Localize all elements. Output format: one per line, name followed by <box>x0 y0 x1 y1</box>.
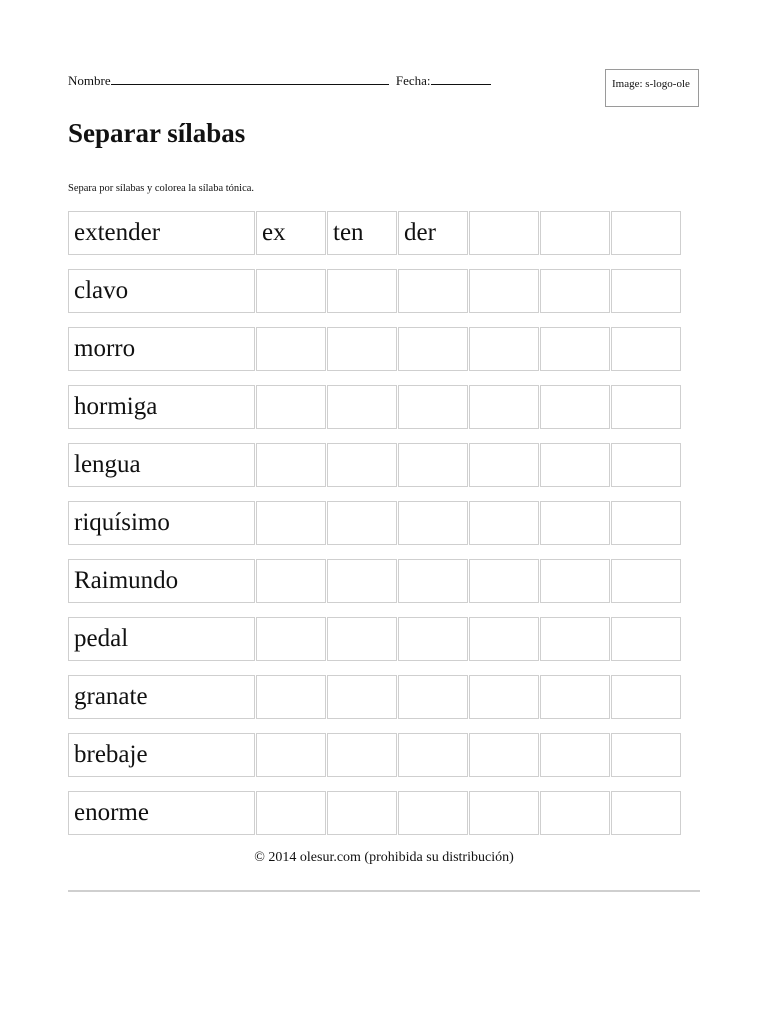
table-row <box>68 733 681 777</box>
header-fields <box>68 70 491 89</box>
word-cell: granate <box>68 675 255 719</box>
syllable-cell[interactable] <box>327 501 397 545</box>
table-row <box>68 443 681 487</box>
logo-placeholder <box>605 69 699 107</box>
syllable-cell[interactable] <box>611 443 681 487</box>
syllable-cell[interactable] <box>611 385 681 429</box>
table-row <box>68 617 681 661</box>
syllable-cell[interactable] <box>611 675 681 719</box>
table-row <box>68 211 681 255</box>
page-title: Separar sílabas <box>68 118 246 148</box>
name-label: Nombre <box>68 73 111 88</box>
word-cell: brebaje <box>68 733 255 777</box>
syllable-cell[interactable] <box>540 617 610 661</box>
syllable-cell[interactable]: ex <box>256 211 326 255</box>
syllable-cell[interactable] <box>327 385 397 429</box>
syllable-cell[interactable] <box>611 211 681 255</box>
syllable-cell[interactable] <box>256 385 326 429</box>
syllable-cell[interactable] <box>611 501 681 545</box>
word-cell: clavo <box>68 269 255 313</box>
copyright-text: © 2014 olesur.com (prohibida su distribución) <box>254 850 514 865</box>
syllable-cell[interactable] <box>398 443 468 487</box>
syllable-cell[interactable] <box>540 327 610 371</box>
syllable-cell[interactable] <box>540 733 610 777</box>
syllable-cell[interactable] <box>469 617 539 661</box>
syllable-cell[interactable] <box>327 559 397 603</box>
syllable-cell[interactable] <box>540 269 610 313</box>
syllable-cell[interactable] <box>327 733 397 777</box>
syllable-cell[interactable] <box>469 211 539 255</box>
date-label: Fecha: <box>395 73 431 88</box>
syllable-cell[interactable] <box>256 559 326 603</box>
word-cell: riquísimo <box>68 501 255 545</box>
syllable-cell[interactable] <box>469 443 539 487</box>
syllable-cell[interactable] <box>540 559 610 603</box>
syllable-cell[interactable] <box>398 559 468 603</box>
syllable-cell[interactable] <box>469 791 539 835</box>
syllable-cell[interactable] <box>540 211 610 255</box>
date-blank-line[interactable] <box>431 70 491 85</box>
syllable-cell[interactable] <box>611 327 681 371</box>
instructions-text: Separa por sílabas y colorea la sílaba tónica. <box>68 183 255 194</box>
syllable-cell[interactable] <box>469 501 539 545</box>
syllable-cell[interactable] <box>540 443 610 487</box>
syllable-cell[interactable] <box>398 733 468 777</box>
syllable-cell[interactable] <box>540 385 610 429</box>
syllable-cell[interactable] <box>540 675 610 719</box>
syllable-cell[interactable] <box>398 675 468 719</box>
syllable-cell[interactable] <box>398 327 468 371</box>
word-cell: enorme <box>68 791 255 835</box>
syllable-cell[interactable] <box>256 269 326 313</box>
syllable-cell[interactable]: der <box>398 211 468 255</box>
syllable-cell[interactable] <box>327 617 397 661</box>
table-row <box>68 791 681 835</box>
syllable-cell[interactable] <box>327 327 397 371</box>
syllable-cell[interactable] <box>398 501 468 545</box>
name-blank-line[interactable] <box>111 70 389 85</box>
syllable-cell[interactable] <box>540 791 610 835</box>
syllable-cell[interactable] <box>611 559 681 603</box>
syllable-cell[interactable] <box>327 675 397 719</box>
syllable-cell[interactable] <box>398 269 468 313</box>
table-row <box>68 675 681 719</box>
table-row <box>68 501 681 545</box>
syllable-cell[interactable] <box>256 733 326 777</box>
syllable-cell[interactable]: ten <box>327 211 397 255</box>
word-cell: pedal <box>68 617 255 661</box>
syllable-cell[interactable] <box>469 559 539 603</box>
syllable-cell[interactable] <box>540 501 610 545</box>
syllable-cell[interactable] <box>469 733 539 777</box>
syllable-cell[interactable] <box>256 675 326 719</box>
syllable-cell[interactable] <box>469 327 539 371</box>
syllable-cell[interactable] <box>611 791 681 835</box>
syllable-cell[interactable] <box>469 385 539 429</box>
syllable-cell[interactable] <box>611 617 681 661</box>
syllable-cell[interactable] <box>256 327 326 371</box>
logo-alt-text: Image: s-logo-ole <box>612 78 690 90</box>
syllable-cell[interactable] <box>398 791 468 835</box>
syllable-cell[interactable] <box>256 501 326 545</box>
word-cell: morro <box>68 327 255 371</box>
syllable-cell[interactable] <box>256 443 326 487</box>
syllable-cell[interactable] <box>327 269 397 313</box>
syllable-cell[interactable] <box>469 675 539 719</box>
footer-divider <box>68 890 700 892</box>
syllable-cell[interactable] <box>256 617 326 661</box>
syllable-cell[interactable] <box>611 269 681 313</box>
syllable-cell[interactable] <box>327 791 397 835</box>
syllable-cell[interactable] <box>398 617 468 661</box>
word-cell: hormiga <box>68 385 255 429</box>
table-row <box>68 559 681 603</box>
table-row <box>68 269 681 313</box>
word-cell: lengua <box>68 443 255 487</box>
word-cell: extender <box>68 211 255 255</box>
syllable-cell[interactable] <box>327 443 397 487</box>
word-cell: Raimundo <box>68 559 255 603</box>
syllable-cell[interactable] <box>469 269 539 313</box>
syllable-cell[interactable] <box>256 791 326 835</box>
table-row <box>68 327 681 371</box>
syllable-cell[interactable] <box>398 385 468 429</box>
syllable-table <box>68 211 681 849</box>
syllable-cell[interactable] <box>611 733 681 777</box>
table-row <box>68 385 681 429</box>
